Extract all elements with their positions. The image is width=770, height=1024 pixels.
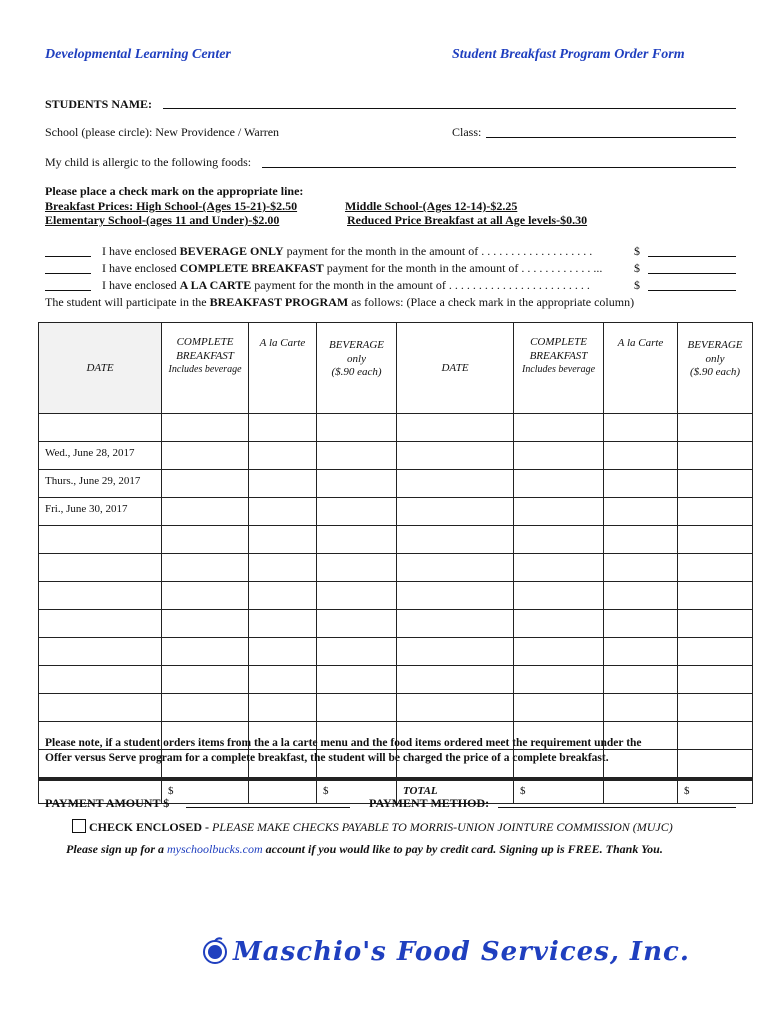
alacarte-header: A la Carte — [617, 337, 664, 349]
order-cell[interactable] — [317, 442, 397, 470]
order-cell[interactable] — [678, 470, 753, 498]
order-cell[interactable] — [678, 442, 753, 470]
date-cell[interactable] — [39, 666, 162, 694]
date-cell[interactable] — [39, 582, 162, 610]
amount-line-alacarte[interactable] — [648, 290, 736, 291]
payment-post: payment for the month in the amount of . . . . . . . . . . . . ... — [323, 261, 603, 275]
price-elementary: Elementary School-(ages 11 and Under)-$2.00 — [45, 213, 280, 227]
col-complete — [162, 323, 249, 414]
order-cell[interactable] — [317, 610, 397, 638]
payment-method-line[interactable] — [498, 807, 736, 808]
order-cell[interactable] — [162, 526, 249, 554]
price-instruction: Please place a check mark on the appropriate line: — [45, 184, 304, 198]
participation-program: BREAKFAST PROGRAM — [209, 295, 349, 309]
order-cell[interactable] — [249, 554, 317, 582]
order-cell[interactable] — [249, 470, 317, 498]
order-cell[interactable] — [397, 638, 514, 666]
beverage-total-2[interactable]: $ — [678, 781, 753, 804]
order-table — [38, 322, 753, 804]
payment-type: BEVERAGE ONLY — [179, 244, 284, 258]
order-cell[interactable] — [397, 470, 514, 498]
order-cell[interactable] — [604, 442, 678, 470]
allergy-label: My child is allergic to the following foods: — [45, 155, 252, 169]
participation-text — [45, 295, 634, 310]
col-beverage-2 — [678, 323, 753, 414]
order-cell[interactable] — [514, 554, 604, 582]
order-cell[interactable] — [249, 526, 317, 554]
order-cell[interactable] — [678, 638, 753, 666]
complete-total-2[interactable]: $ — [514, 781, 604, 804]
order-cell[interactable] — [514, 470, 604, 498]
order-cell[interactable] — [604, 750, 678, 778]
order-cell[interactable] — [397, 610, 514, 638]
form-title: Student Breakfast Program Order Form — [452, 47, 685, 62]
order-cell[interactable] — [162, 638, 249, 666]
order-cell[interactable] — [397, 694, 514, 722]
table-row — [39, 582, 753, 610]
only-label: only — [347, 352, 366, 365]
order-cell[interactable] — [317, 414, 397, 442]
col-alacarte — [249, 323, 317, 414]
order-cell[interactable] — [317, 666, 397, 694]
date-cell[interactable] — [39, 610, 162, 638]
order-cell[interactable] — [397, 554, 514, 582]
order-cell[interactable] — [249, 582, 317, 610]
class-label: Class: — [452, 125, 482, 139]
payment-pre: I have enclosed — [102, 244, 180, 258]
price-high-school: Breakfast Prices: High School-(Ages 15-21)-$2.50 — [45, 199, 298, 213]
center-name: Developmental Learning Center — [45, 47, 231, 62]
order-cell[interactable] — [162, 610, 249, 638]
order-cell[interactable] — [678, 610, 753, 638]
price-middle-school: Middle School-(Ages 12-14)-$2.25 — [345, 199, 518, 213]
signup-note — [66, 842, 663, 857]
total-label: TOTAL — [397, 781, 514, 804]
date-cell: Thurs., June 29, 2017 — [39, 470, 162, 498]
table-row — [39, 554, 753, 582]
payment-pre: I have enclosed — [102, 261, 180, 275]
order-cell[interactable] — [317, 554, 397, 582]
order-cell[interactable] — [604, 414, 678, 442]
order-cell[interactable] — [162, 414, 249, 442]
order-cell[interactable] — [162, 442, 249, 470]
check-enclosed-checkbox[interactable] — [72, 819, 86, 833]
order-cell[interactable] — [514, 414, 604, 442]
order-cell[interactable] — [317, 498, 397, 526]
table-header-row — [39, 323, 753, 414]
logo-text: Maschio's Food Services, Inc. — [233, 937, 690, 967]
order-cell[interactable] — [514, 666, 604, 694]
order-cell[interactable] — [604, 694, 678, 722]
includes-beverage: Includes beverage — [521, 364, 596, 375]
includes-beverage: Includes beverage — [168, 364, 242, 375]
note-line-2: Offer versus Serve program for a complete breakfast, the student will be charged the price of a complete breakfast. — [45, 752, 609, 764]
complete-total[interactable]: $ — [162, 781, 249, 804]
beverage-label: BEVERAGE — [687, 339, 743, 351]
col-date-2 — [397, 323, 514, 414]
order-cell[interactable] — [249, 498, 317, 526]
table-row — [39, 498, 753, 526]
myschoolbucks-link[interactable]: myschoolbucks.com — [167, 842, 263, 856]
check-enclosed-label: CHECK ENCLOSED - — [89, 820, 213, 834]
order-cell[interactable] — [678, 554, 753, 582]
signup-pre: Please sign up for a — [66, 842, 168, 856]
order-cell[interactable] — [397, 498, 514, 526]
col-date — [39, 323, 162, 414]
date-cell: Wed., June 28, 2017 — [39, 442, 162, 470]
participation-pre: The student will participate in the — [45, 295, 210, 309]
order-cell[interactable] — [317, 694, 397, 722]
payment-pre: I have enclosed — [102, 278, 180, 292]
payment-post: payment for the month in the amount of . . . . . . . . . . . . . . . . . . . . . . . . — [251, 278, 590, 292]
participation-post: as follows: (Place a check mark in the appropriate column) — [348, 295, 635, 309]
breakfast-label: BREAKFAST — [176, 350, 234, 362]
date-header: DATE — [441, 362, 469, 374]
table-row — [39, 610, 753, 638]
alacarte-total[interactable] — [249, 781, 317, 804]
order-cell[interactable] — [249, 638, 317, 666]
order-cell[interactable] — [249, 610, 317, 638]
complete-label: COMPLETE — [176, 336, 234, 348]
table-row — [39, 526, 753, 554]
dollar-sign: $ — [634, 244, 640, 258]
table-row — [39, 694, 753, 722]
student-name-line[interactable] — [163, 108, 736, 109]
beverage-price: ($.90 each) — [689, 366, 741, 378]
order-cell[interactable] — [514, 526, 604, 554]
date-cell[interactable] — [39, 638, 162, 666]
order-cell[interactable] — [162, 694, 249, 722]
order-cell[interactable] — [249, 442, 317, 470]
order-cell[interactable] — [514, 638, 604, 666]
breakfast-label: BREAKFAST — [529, 350, 588, 362]
payment-post: payment for the month in the amount of . . . . . . . . . . . . . . . . . . . — [283, 244, 593, 258]
check-line-complete[interactable] — [45, 273, 91, 274]
order-cell[interactable] — [514, 582, 604, 610]
order-cell[interactable] — [317, 526, 397, 554]
check-line-beverage[interactable] — [45, 256, 91, 257]
only-label: only — [705, 352, 725, 365]
order-cell[interactable] — [514, 694, 604, 722]
date-cell[interactable] — [39, 414, 162, 442]
order-cell[interactable] — [678, 498, 753, 526]
order-cell[interactable] — [604, 554, 678, 582]
order-cell[interactable] — [604, 638, 678, 666]
signup-post: account if you would like to pay by credit card. Signing up is FREE. Thank You. — [262, 842, 663, 856]
table-row — [39, 666, 753, 694]
price-reduced: Reduced Price Breakfast at all Age levels-$0.30 — [347, 213, 588, 227]
col-beverage — [317, 323, 397, 414]
order-cell[interactable] — [249, 694, 317, 722]
payment-type: A LA CARTE — [179, 278, 252, 292]
order-cell[interactable] — [317, 638, 397, 666]
allergy-line[interactable] — [262, 167, 736, 168]
alacarte-total-2[interactable] — [604, 781, 678, 804]
date-header: DATE — [86, 362, 114, 374]
order-cell[interactable] — [162, 554, 249, 582]
payment-type: COMPLETE BREAKFAST — [179, 261, 324, 275]
col-complete-2 — [514, 323, 604, 414]
amount-line-beverage[interactable] — [648, 256, 736, 257]
order-cell[interactable] — [317, 582, 397, 610]
student-name-label: STUDENTS NAME: — [45, 97, 153, 111]
alacarte-header: A la Carte — [259, 337, 306, 349]
col-alacarte-2 — [604, 323, 678, 414]
apple-logo-icon — [200, 936, 230, 966]
date-cell[interactable] — [39, 526, 162, 554]
order-cell[interactable] — [678, 666, 753, 694]
check-enclosed-row — [72, 819, 673, 835]
table-row — [39, 470, 753, 498]
order-cell[interactable] — [162, 470, 249, 498]
order-cell[interactable] — [162, 498, 249, 526]
order-cell[interactable] — [397, 582, 514, 610]
school-label: School (please circle): New Providence / Warren — [45, 125, 280, 139]
order-cell[interactable] — [397, 526, 514, 554]
order-cell[interactable] — [678, 750, 753, 778]
payment-method-label: PAYMENT METHOD: — [369, 796, 490, 810]
maschio-logo — [200, 936, 690, 967]
order-cell[interactable] — [604, 498, 678, 526]
order-cell[interactable] — [678, 582, 753, 610]
order-cell[interactable] — [604, 666, 678, 694]
table-row — [39, 442, 753, 470]
class-line[interactable] — [486, 137, 736, 138]
order-cell[interactable] — [397, 414, 514, 442]
amount-line-complete[interactable] — [648, 273, 736, 274]
order-cell[interactable] — [678, 414, 753, 442]
date-cell[interactable] — [39, 694, 162, 722]
date-cell[interactable] — [39, 554, 162, 582]
order-cell[interactable] — [249, 414, 317, 442]
complete-label: COMPLETE — [530, 336, 587, 348]
table-row — [39, 638, 753, 666]
order-cell[interactable] — [397, 442, 514, 470]
order-cell[interactable] — [604, 610, 678, 638]
order-cell[interactable] — [249, 666, 317, 694]
beverage-label: BEVERAGE — [329, 339, 384, 351]
order-cell[interactable] — [604, 470, 678, 498]
order-cell[interactable] — [678, 694, 753, 722]
order-cell[interactable] — [604, 582, 678, 610]
order-cell[interactable] — [514, 610, 604, 638]
order-cell[interactable] — [514, 498, 604, 526]
order-cell[interactable] — [514, 442, 604, 470]
order-cell[interactable] — [678, 722, 753, 750]
table-row — [39, 414, 753, 442]
order-cell[interactable] — [162, 582, 249, 610]
payment-amount-label: PAYMENT AMOUNT $ — [45, 796, 170, 810]
order-cell[interactable] — [678, 526, 753, 554]
beverage-price: ($.90 each) — [331, 366, 382, 378]
beverage-total[interactable]: $ — [317, 781, 397, 804]
payment-amount-line[interactable] — [186, 807, 350, 808]
dollar-sign: $ — [634, 261, 640, 275]
check-line-alacarte[interactable] — [45, 290, 91, 291]
order-cell[interactable] — [162, 666, 249, 694]
date-cell: Fri., June 30, 2017 — [39, 498, 162, 526]
check-payable-note: PLEASE MAKE CHECKS PAYABLE TO MORRIS-UNION JOINTURE COMMISSION (MUJC) — [212, 820, 673, 834]
note-line-1: Please note, if a student orders items from the a la carte menu and the food items ordered meet the requirement under the — [45, 737, 642, 749]
order-cell[interactable] — [604, 526, 678, 554]
order-cell[interactable] — [317, 470, 397, 498]
dollar-sign: $ — [634, 278, 640, 292]
order-cell[interactable] — [397, 666, 514, 694]
